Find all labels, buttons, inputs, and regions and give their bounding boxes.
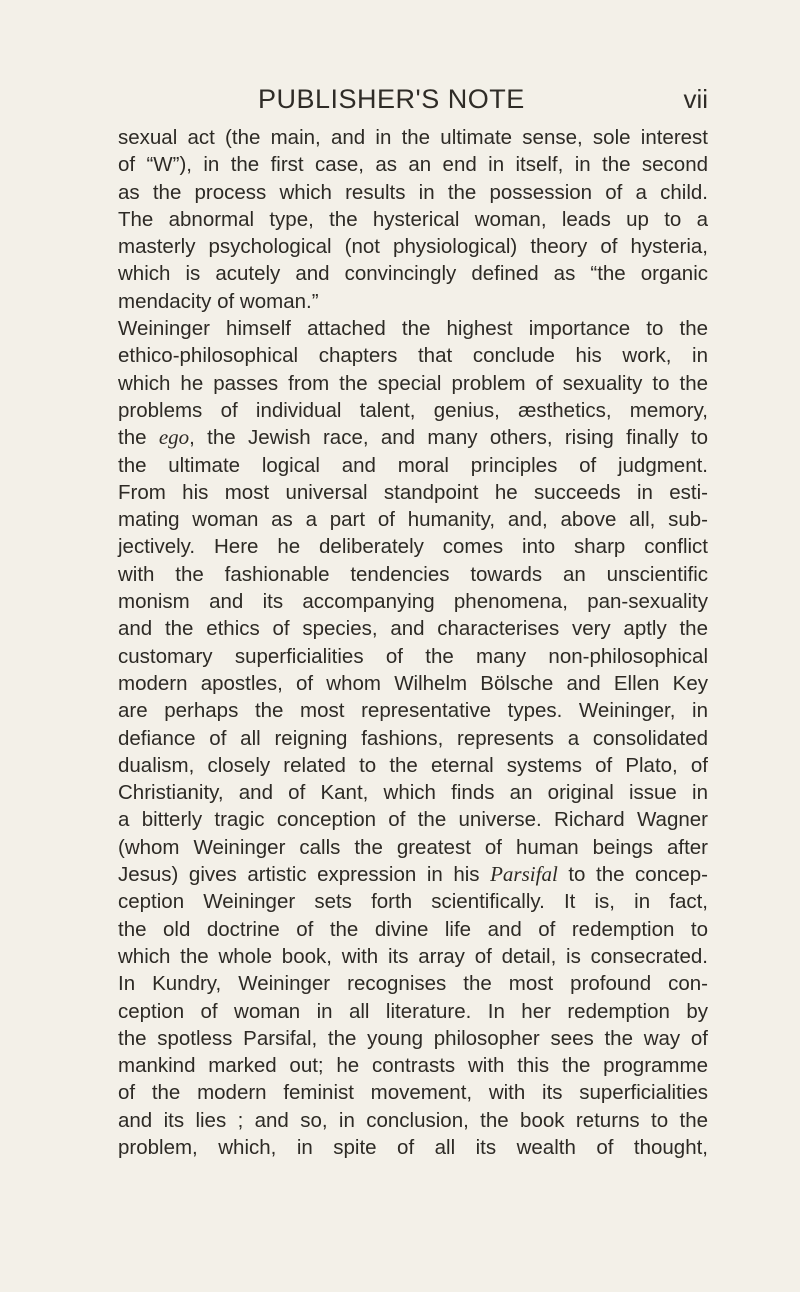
text-line: defiance of all reigning fashions, represents a consolidated — [118, 726, 708, 750]
text-line: which he passes from the special problem of sexuality to the — [118, 371, 708, 395]
text-line: ception Weininger sets forth scientifically. It is, in fact, — [118, 890, 708, 914]
text-line: and its lies ; and so, in conclusion, the book returns to the — [118, 1108, 708, 1132]
text-line: dualism, closely related to the eternal systems of Plato, of — [118, 753, 708, 777]
page-number: vii — [683, 84, 708, 114]
text-line: (whom Weininger calls the greatest of human beings after — [118, 835, 708, 859]
text-line: modern apostles, of whom Wilhelm Bölsche and Ellen Key — [118, 671, 708, 695]
text-line: as the process which results in the possession of a child. — [118, 180, 708, 204]
text-line: customary superficialities of the many non-philosophical — [118, 644, 708, 668]
text-line: mankind marked out; he contrasts with this the programme — [118, 1054, 708, 1078]
text-line: sexual act (the main, and in the ultimate sense, sole interest — [118, 126, 708, 149]
text-line: which is acutely and convincingly defined as “the organic — [118, 262, 708, 286]
body-text — [118, 124, 708, 1161]
text-line — [118, 424, 708, 451]
text-line: Weininger himself attached the highest importance to the — [118, 317, 708, 341]
text-line: problem, which, in spite of all its wealth of thought, — [118, 1135, 708, 1159]
running-head — [118, 84, 708, 120]
text-run: to the concep- — [557, 863, 708, 887]
text-line: monism and its accompanying phenomena, pan-sexuality — [118, 590, 708, 614]
text-line: which the whole book, with its array of detail, is consecrated. — [118, 944, 708, 968]
text-run: the — [118, 426, 159, 450]
text-line: of “W”), in the first case, as an end in itself, in the second — [118, 153, 708, 177]
text-line: In Kundry, Weininger recognises the most profound con- — [118, 972, 708, 996]
text-run: , the Jewish race, and many others, rising finally to — [189, 426, 708, 450]
text-line: jectively. Here he deliberately comes into sharp conflict — [118, 535, 708, 559]
text-line: the ultimate logical and moral principles of judgment. — [118, 453, 708, 477]
text-line: the spotless Parsifal, the young philosopher sees the way of — [118, 1026, 708, 1050]
text-line: with the fashionable tendencies towards an unscientific — [118, 562, 708, 586]
text-run: Jesus) gives artistic expression in his — [118, 863, 491, 887]
text-line: problems of individual talent, genius, æsthetics, memory, — [118, 398, 708, 422]
text-line: are perhaps the most representative types. Weininger, in — [118, 699, 708, 723]
text-line: The abnormal type, the hysterical woman, leads up to a — [118, 207, 708, 231]
text-line: ethico-philosophical chapters that conclude his work, in — [118, 344, 708, 368]
italic-parsifal: Parsifal — [490, 862, 558, 887]
text-line: the old doctrine of the divine life and of redemption to — [118, 917, 708, 941]
text-line: Christianity, and of Kant, which finds an original issue in — [118, 781, 708, 805]
italic-ego: ego — [158, 425, 190, 450]
text-line: of the modern feminist movement, with its superficialities — [118, 1081, 708, 1105]
text-line — [118, 861, 708, 888]
text-line: mendacity of woman.” — [118, 289, 319, 313]
text-line: and the ethics of species, and characterises very aptly the — [118, 617, 708, 641]
text-line: ception of woman in all literature. In her redemption by — [118, 999, 708, 1023]
text-line: masterly psychological (not physiological) theory of hysteria, — [118, 235, 708, 259]
text-line: From his most universal standpoint he succeeds in esti- — [118, 480, 708, 504]
text-line: a bitterly tragic conception of the universe. Richard Wagner — [118, 808, 708, 832]
text-line: mating woman as a part of humanity, and, above all, sub- — [118, 508, 708, 532]
page-title: PUBLISHER'S NOTE — [258, 84, 525, 114]
